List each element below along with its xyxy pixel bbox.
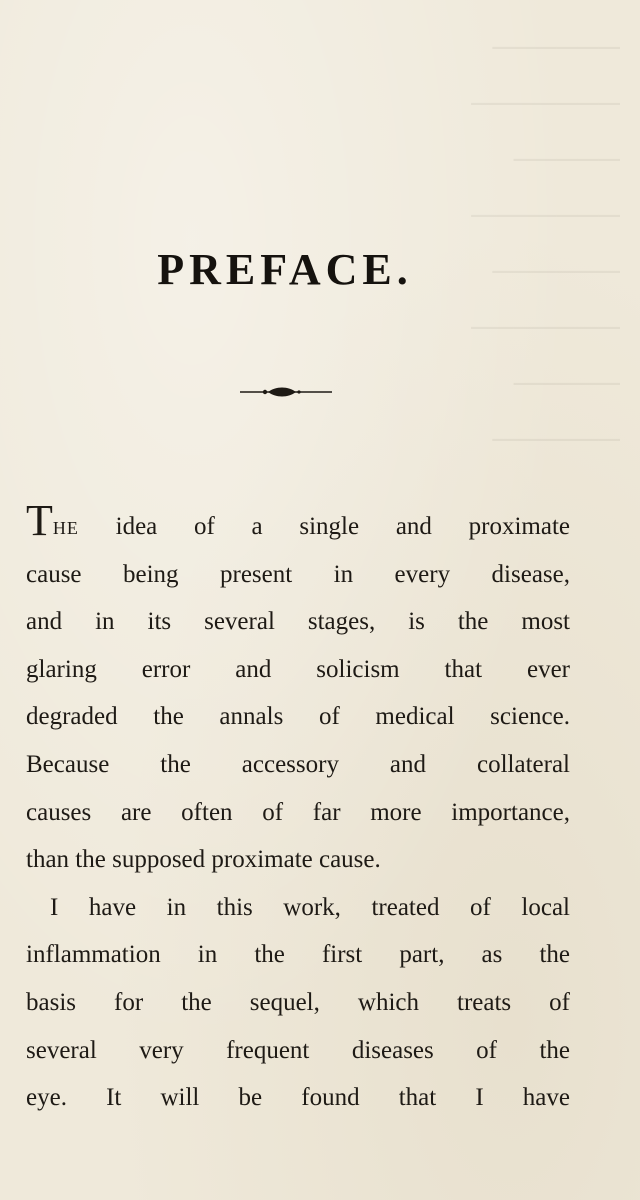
text-line: cause being present in every disease,	[26, 560, 570, 588]
text-line: several very frequent diseases of the	[26, 1036, 570, 1064]
text-line: eye. It will be found that I have	[26, 1084, 570, 1112]
text-line: The idea of a single and proximate	[26, 496, 570, 545]
text-line: glaring error and solicism that ever	[26, 655, 570, 683]
preface-body	[26, 496, 570, 1122]
page-title: PREFACE.	[157, 245, 413, 294]
text-line: than the supposed proximate cause.	[26, 846, 381, 874]
show-through-texture: ────── ─────── ───── ─────── ────── ─────── ───── ──────	[471, 31, 620, 456]
text-line: causes are often of far more importance,	[26, 798, 570, 826]
text-line: Because the accessory and collateral	[26, 750, 570, 778]
text-line: and in its several stages, is the most	[26, 608, 570, 636]
text-line: basis for the sequel, which treats of	[26, 988, 570, 1016]
text-line: inflammation in the first part, as the	[26, 941, 570, 969]
flourish-rule-icon	[238, 385, 334, 399]
first-word-rest: he	[52, 513, 79, 540]
text-line: I have in this work, treated of local	[50, 893, 570, 921]
text-line: degraded the annals of medical science.	[26, 703, 570, 731]
drop-cap: T	[26, 496, 53, 545]
